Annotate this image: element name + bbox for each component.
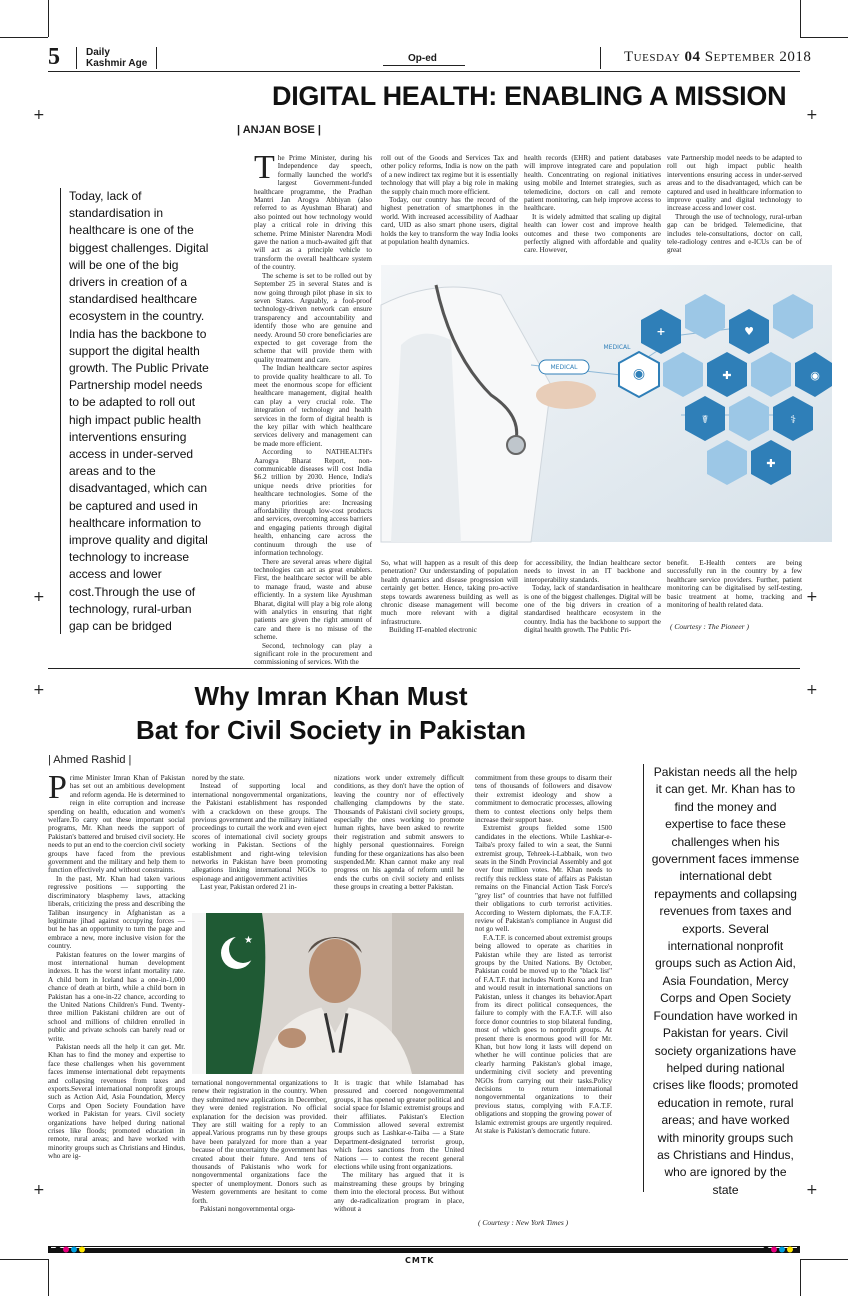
issue-date: [624, 49, 811, 66]
article1-col3-bottom: for accessibility, the Indian healthcare sector needs to invest in an IT backbone and interoperability standards. Today, lack of standardisation in healthcare is one of the biggest challenges. Digital will be one of the big drivers in creation of a standardised healthcare ecosystem in the country. India has the backbone to support the digital health growth. The Public Pri-: [524, 559, 661, 635]
image-label-medical: MEDICAL: [603, 344, 631, 351]
article2-col1: Prime Minister Imran Khan of Pakistan has set out an ambitious development and reform agenda. He is determined to reign in elite corruption and increase spending on health, education and women's welfare.To carry out these important social programs, Mr. Khan needs the support of Pakistan's battered and bruised civil society. He needs to put an end to the coercion civil society groups have faced from the previous government and the military and help them to function effectively and without constraints. In the past, Mr. Khan had taken various regressive positions — supporting the discriminatory blasphemy laws, attacking liberals, criticizing the press and describing the Taliban insurgency in Afghanistan as a legitimate jihad against occupying forces — but he has an opportunity to turn the page and embrace a new, more inclusive vision for the country. Pakistan features on the lower margins of most international human development indexes. It has the worst infant mortality rate. A child born in Iceland has a one-in-1,000 chance of death at birth, while a child born in Pakistan has a one-in-22 chance, according to the United Nations Children's Fund. Twenty-three million Pakistani children are out of school and millions of children enrolled in public and private schools can barely read or write. Pakistan needs all the help it can get. Mr. Khan has to find the money and expertise to face these challenges when his government faces immense international debt repayments and collapsing revenues from taxes and exports.Several international nonprofit groups such as Action Aid, Asia Foundation, Mercy Corps and Open Society Foundation have worked in Pakistan for years. Civil society organizations have helped during national crises like floods; promoted education in remote, rural areas; and have worked with minority groups such as Christians and Hindus, who are ig-: [48, 769, 185, 1161]
svg-text:✚: ✚: [766, 457, 776, 470]
article1-col1-p4: There are several areas where digital technologies can act as great enablers. First, the healthcare sector will be able to manage fraud, waste and abuse efficiently. In a system like Ayushman Bharat, digital will play a big role along with analytics in ensuring that right patients are given the right amount of care and there is no misuse of the scheme.: [254, 557, 372, 642]
article1-col1: [254, 149, 372, 667]
article1-col2-top: roll out of the Goods and Services Tax and other policy reforms, India is now on the path of a new indirect tax regime but it is essentially technology that will play a big role in making the supply chain much more efficient. Today, our country has the record of the highest penetration of smartphones in the world. With increased accessibility of Aadhaar card, UID as also smart phone users, digital holds the key to transform the way India looks at population health dynamics.: [381, 154, 518, 247]
svg-text:⚕: ⚕: [790, 413, 796, 426]
digital-health-image: [381, 265, 832, 542]
eye-icon: ◉: [632, 366, 646, 382]
crop-mark: +: [33, 1182, 45, 1198]
article2-byline: | Ahmed Rashid |: [48, 754, 132, 766]
article2-pull-quote: Pakistan needs all the help it can get. Mr. Khan has to find the money and expertise to face these challenges when his government faces immense international debt repayments and collapsing revenues from taxes and exports. Several international nonprofit groups such as Action Aid, Asia Foundation, Mercy Corps and Open Society Foundation have worked in Pakistan for years. Civil society organizations have helped during national crises like floods; promoted education in remote, rural areas; and have worked with minority groups such as Christians and Hindus, who are ignored by the state: [643, 764, 801, 1192]
article2-headline-line1: Why Imran Khan Must: [194, 681, 468, 711]
article2-col2-top: nored by the state. Instead of supporting local and international nongovernmental organizations, the Pakistani establishment has responded with a crackdown on these groups. The previous government and the military initiated proceedings to curtail the work and even eject scores of international civil society groups working in Pakistan. Sections of the establishment and right-wing television networks in Pakistan have been promoting allegations linking international NGOs to espionage and antigovernment activities Last year, Pakistan ordered 21 in-: [192, 774, 327, 892]
section-rule: [383, 65, 465, 66]
svg-text:✚: ✚: [722, 369, 732, 382]
registration-strip: [48, 1246, 800, 1253]
article2-col2-bottom: ternational nongovernmental organizations to renew their registration in the country. When they submitted new applications in December, they were denied registration. No official explanation for the decision was provided. They are still waiting for a reply to an appeal.Various programs run by these groups have been paralyzed for more than a year because of the uncertainty the government has created about their future. And tens of thousands of Pakistanis who work for nongovernmental organizations face the specter of unemployment. Donors such as Western governments are hesitant to come forth. Pakistani nongovernmental orga-: [192, 1079, 327, 1214]
paper-name-line1: Daily: [86, 47, 110, 58]
corner-mark: [0, 37, 48, 38]
corner-mark: [800, 0, 801, 37]
article1-col3-top: health records (EHR) and patient databases will improve integrated care and population health. Concentrating on regional initiatives using mobile and Internet strategies, such as telemedicine, doctors on call and remote patient monitoring, can help improve access to healthcare. It is widely admitted that scaling up digital health can lower cost and improve health outcomes and these two components are perfectly aligned with affordable and quality care. However,: [524, 154, 661, 255]
article1-col2-bottom: So, what will happen as a result of this deep penetration? Our understanding of population health dynamics and disease progression will certainly get better. Hence, taking pro-active steps towards awareness building as well as chronic disease management will become much more relevant with a digital infrastructure. Building IT-enabled electronic: [381, 559, 518, 635]
svg-text:+: +: [656, 325, 666, 338]
corner-mark: [0, 1259, 48, 1260]
crop-mark: +: [33, 682, 45, 698]
crop-mark: +: [806, 1182, 818, 1198]
article2-col3-bottom: It is tragic that while Islamabad has pressured and coerced nongovernmental groups, it has opened up greater political and social space for Islamic extremist groups and their affiliates. Pakistan's Election Commission allowed several extremist groups such as Lashkar-e-Taiba — a State Department-designated terrorist group, which faces sanctions from the United Nations — to contest the recent general elections while using front organizations. The military has argued that it is mainstreaming these groups by bringing them into the electoral process. But without any de-radicalization program in place, without a: [334, 1079, 464, 1214]
date-year: 2018: [779, 49, 812, 65]
speaker-photo: [192, 913, 464, 1074]
digital-health-illustration: [381, 265, 832, 542]
crop-mark: +: [806, 107, 818, 123]
header-divider: [156, 47, 157, 69]
article1-col1-p0: The Prime Minister, during his Independence day speech, formally launched the world's largest Government-funded healthcare programme, the Pradhan Mantri Jan Arogya Abhiyan (also referred to as Ayushman Bharat) and also pointed out how technology would play a critical role in driving this scheme. Prime Minister Narendra Modi gave the nation a much-awaited gift that will act as a principle vehicle to transform the overall healthcare system of the country.: [254, 149, 372, 272]
section-label: Op-ed: [408, 53, 437, 64]
article1-pull-quote: Today, lack of standardisation in healthcare is one of the biggest challenges. Digital will be one of the big drivers in creation of a standardised healthcare ecosystem in the country. India has the backbone to support the digital health growth. The Public Private Partnership model needs to be adapted to roll out high impact public health interventions ensuring access in under-served areas and to the disadvantaged, which can be captured and used in healthcare information to improve quality and digital technology to increase access and lower cost.Through the use of technology, rural-urban gap can be bridged: [60, 188, 209, 634]
crop-mark: +: [806, 589, 818, 605]
crop-mark: +: [33, 589, 45, 605]
date-num: 04: [684, 49, 701, 65]
header-divider: [600, 47, 601, 69]
print-marks-label: [405, 1256, 435, 1265]
svg-text:◉: ◉: [810, 369, 820, 382]
svg-text:☤: ☤: [701, 413, 709, 426]
paper-name: [86, 47, 147, 69]
date-month: September: [704, 49, 776, 65]
svg-text:★: ★: [244, 935, 253, 946]
article1-col1-p2: The Indian healthcare sector aspires to provide quality healthcare to all. To meet the enormous scope for efficient healthcare management, digital health can play a very crucial role. The integration of technology and health services in the form of digital health is the key pillar with which healthcare services delivery and management can be made more efficient.: [254, 364, 372, 448]
article1-courtesy: ( Courtesy : The Pioneer ): [670, 622, 749, 631]
paper-name-line2: Kashmir Age: [86, 58, 148, 69]
article1-col4-bottom: benefit. E-Health centers are being successfully run in the country by a few healthcare service providers. Further, patient monitoring can be digitalised by self-testing, basic treatment at home, tracking and monitoring of health related data.: [667, 559, 802, 610]
crop-mark: +: [33, 107, 45, 123]
article2-col4: commitment from these groups to disarm their tens of thousands of followers and disavow their extremist ideology and show a commitment to democratic processes, allowing them to contest elections only helps them increase their support base. Extremist groups fielded some 1500 candidates in the elections. While Lashkar-e-Taiba's proxy failed to win a seat, the Sunni extremist group, Tehreek-i-Labbaik, won two seats in the Sindh Provincial Assembly and got over four million votes. Mr. Khan needs to rectify this reckless state of affairs as Pakistan remains on the Financial Action Task Force's "grey list" of countries that have not fulfilled their obligations to curb terrorist activities. According to Western diplomats, the F.A.T.F. review of Pakistan's compliance in August did not go well. F.A.T.F. is concerned about extremist groups being allowed to operate as charities in Pakistan while they are listed as terrorist groups by the United Nations. By October, Pakistan could be moved up to the "black list" of F.A.T.F. that includes North Korea and Iran and would result in international sanctions on Pakistan, unless it changes its behavior.Apart from its direct political consequences, the failure to comply with the F.A.T.F. will also force donor countries to stop bilateral funding, most of which goes to nonprofit groups. At present there is enormous good will for Mr. Khan, but how long it lasts will depend on whether he will continue policies that are clearly harming Pakistan's global image, undermining civil society and preventing NGOs from carrying out their tasks.Policy decisions to return international nongovernmental organizations to their previous status, complying with F.A.T.F. obligations and stopping the growing power of Islamic extremist groups are urgently required. At stake is Pakistan's democratic future.: [475, 774, 612, 1136]
registration-bar: [48, 1240, 800, 1247]
imran-khan-photo: [192, 913, 464, 1074]
article2-dropcap: P: [48, 769, 67, 806]
page-number: 5: [48, 44, 60, 70]
article2-col3-top: nizations work under extremely difficult conditions, as they don't have the option of leaving the country nor of effectively challenging clampdowns by the state. Thousands of Pakistani civil society groups, especially the ones working to promote human rights, have been asked to rewrite their registration and submit answers to highly personal questionnaires. Foreign funding for these organizations has also been suspended.Mr. Khan cannot make any real progress on his agenda of reform until he ends the curbs on civil society and enlists these groups in creating a better Pakistan.: [334, 774, 464, 892]
article1-col4-top: vate Partnership model needs to be adapted to roll out high impact public health interventions ensuring access in under-served areas and to the disadvantaged, which can be captured and used in healthcare information to improve quality and digital technology to increase access and lower cost. Through the use of technology, rural-urban gap can be bridged. Telemedicine, that includes tele-consultations, doctor on call, tele-radiology centres and e-ICUs can be of great: [667, 154, 802, 255]
header-divider: [76, 47, 77, 69]
crop-mark: +: [806, 682, 818, 698]
article1-byline: | ANJAN BOSE |: [237, 124, 321, 136]
article1-dropcap: T: [254, 149, 275, 186]
corner-mark: [48, 0, 49, 37]
article1-col1-p5: Second, technology can play a significant role in the procurement and commissioning of services. With the: [254, 641, 372, 667]
date-day: Tuesday: [624, 49, 681, 65]
article1-headline: DIGITAL HEALTH: ENABLING A MISSION: [272, 81, 787, 111]
corner-mark: [800, 1259, 801, 1296]
article-divider: [48, 668, 800, 669]
corner-mark: [48, 1259, 49, 1296]
corner-mark: [800, 1259, 848, 1260]
header-rule: [48, 71, 800, 72]
svg-text:♥: ♥: [744, 325, 754, 338]
article2-headline: [120, 679, 542, 747]
article1-col1-p1: The scheme is set to be rolled out by September 25 in several States and is now going through pilot phase in six to seven States. Arguably, a fool-proof technology-driven network can ensure transparency and accountability and identify those who are genuine and needy. Around 50 crore beneficiaries are expected to get coverage from the scheme that will provide them with quality treatment and care.: [254, 271, 372, 364]
article2-headline-line2: Bat for Civil Society in Pakistan: [135, 715, 527, 745]
corner-mark: [800, 37, 848, 38]
article2-courtesy: ( Courtesy : New York Times ): [478, 1218, 569, 1227]
print-marks-text: CMTK: [405, 1256, 435, 1265]
article1-col1-p3: According to NATHEALTH's Aarogya Bharat Report, non-communicable diseases will cost India $6.2 trillion by 2030. Hence, India's unique needs drive priorities for healthcare technologies. Some of the many priorities are: Increasing affordability through low-cost products and services, overcoming access barriers and engaging patients through digital health, enhancing care across the continuum through the use of information technology.: [254, 448, 372, 558]
image-label-medical: MEDICAL: [550, 364, 578, 371]
